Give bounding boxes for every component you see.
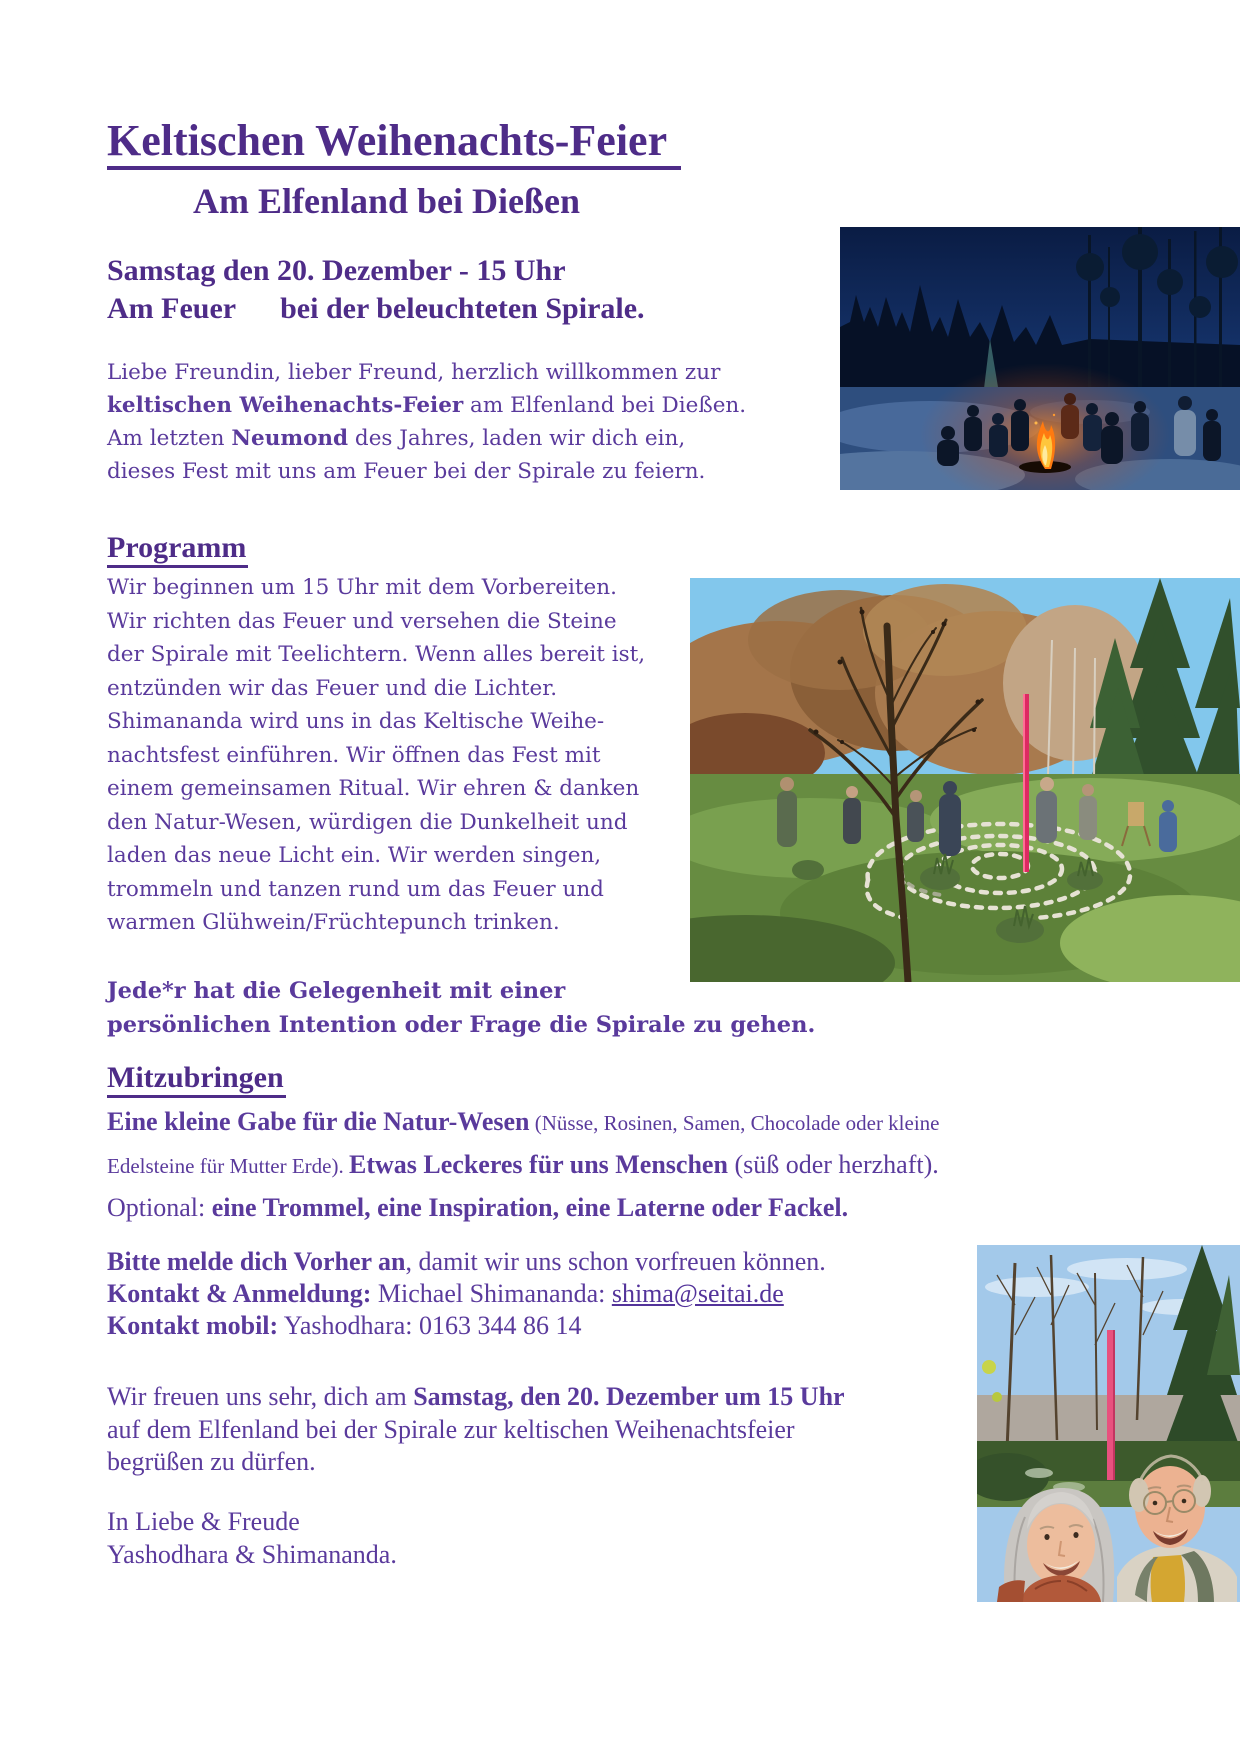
intro-paragraph: Liebe Freundin, lieber Freund, herzlich willkommen zur keltischen Weihenachts-Feier am Elfenland bei Dießen. Am letzten Neumond des Jahres, laden wir dich ein, dieses Fest mit uns am Feuer bei der Spirale zu feiern. <box>107 360 747 484</box>
campfire-night-photo <box>840 227 1240 490</box>
page-subtitle: Am Elfenland bei Dießen <box>193 181 581 221</box>
registration-note: Bitte melde dich Vorher an, damit wir uns schon vorfreuen können. <box>107 1247 826 1276</box>
programm-paragraph: Wir beginnen um 15 Uhr mit dem Vorbereiten. Wir richten das Feuer und versehen die Steine der Spirale mit Teelichtern. Wenn alles bereit ist, entzünden wir das Feuer und die Lichter. Shimananda wird uns in das Keltische Weihe- nachtsfest einführen. Wir öffnen das Fest mit einem gemeinsamen Ritual. Wir ehren & danken den Natur-Wesen, würdigen die Dunkelheit und laden das neue Licht ein. Wir werden singen, trommeln und tanzen rund um das Feuer und warmen Glühwein/Früchtepunch trinken. <box>107 575 646 935</box>
contact-line: Kontakt & Anmeldung: Michael Shimananda: shima@seitai.de <box>107 1279 784 1308</box>
mobile-line: Kontakt mobil: Yashodhara: 0163 344 86 14 <box>107 1311 582 1340</box>
mitzubringen-paragraph: Eine kleine Gabe für die Natur-Wesen (Nüsse, Rosinen, Samen, Chocolade oder kleine Edelsteine für Mutter Erde). Etwas Leckeres für uns Menschen (süß oder herzhaft). Optional: eine Trommel, eine Inspiration, eine Laterne oder Fackel. <box>107 1107 940 1222</box>
organizers-selfie-photo <box>977 1245 1240 1602</box>
signoff: In Liebe & Freude Yashodhara & Shimananda. <box>107 1507 397 1569</box>
spiral-note: Jede*r hat die Gelegenheit mit einer persönlichen Intention oder Frage die Spirale zu gehen. <box>107 978 816 1038</box>
page-title: Keltischen Weihenachts-Feier <box>107 116 681 166</box>
contact-block <box>107 1246 826 1342</box>
date-line: Samstag den 20. Dezember - 15 Uhr <box>107 254 566 287</box>
mitzubringen-heading: Mitzubringen <box>107 1061 286 1095</box>
location-line: Am Feuer bei der beleuchteten Spirale. <box>107 292 645 325</box>
spiral-photo-illustration <box>690 578 1240 982</box>
date-place-block <box>107 252 645 328</box>
email-link[interactable]: shima@seitai.de <box>611 1279 784 1308</box>
closing-paragraph: Wir freuen uns sehr, dich am Samstag, den 20. Dezember um 15 Uhr auf dem Elfenland bei der Spirale zur keltischen Weihenachtsfeier begrüßen zu dürfen. <box>107 1382 845 1476</box>
campfire-photo-illustration <box>840 227 1240 490</box>
programm-heading: Programm <box>107 531 248 565</box>
selfie-photo-illustration <box>977 1245 1240 1602</box>
spiral-meadow-photo <box>690 578 1240 982</box>
